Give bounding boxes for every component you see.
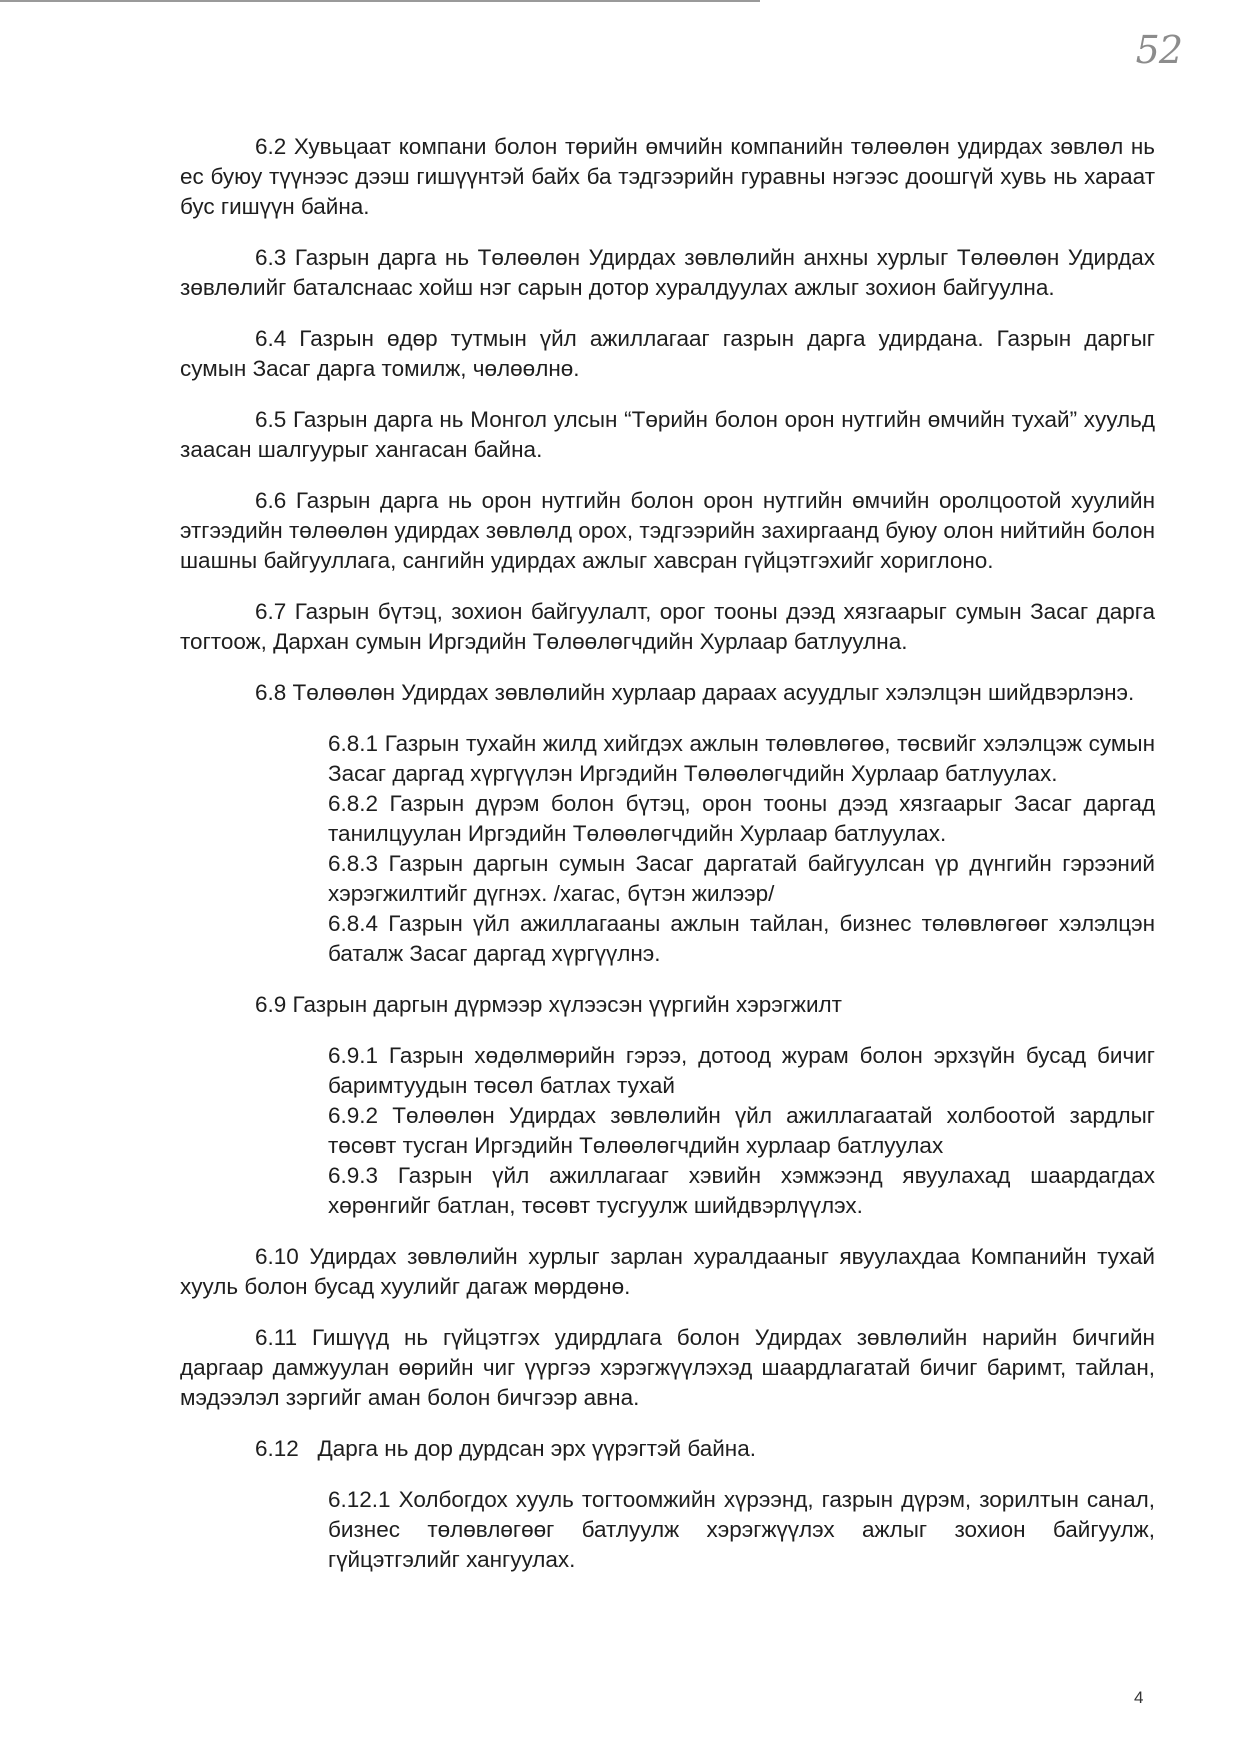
paragraph-6-11: 6.11 Гишүүд нь гүйцэтгэх удирдлага болон Удирдах зөвлөлийн нарийн бичгийн даргаар дамжуулан өөрийн чиг үүргээ хэрэгжүүлэхэд шаардлагатай бичиг баримт, тайлан, мэдээлэл зэргийг аман болон бичгээр авна.	[180, 1325, 1155, 1410]
subitem-6-8-1: 6.8.1 Газрын тухайн жилд хийгдэх ажлын төлөвлөгөө, төсвийг хэлэлцэж сумын Засаг даргад хүргүүлэн Иргэдийн Төлөөлөгчдийн Хурлаар батлуулах.	[328, 731, 1155, 786]
paragraph-6-3: 6.3 Газрын дарга нь Төлөөлөн Удирдах зөвлөлийн анхны хурлыг Төлөөлөн Удирдах зөвлөлийг баталснаас хойш нэг сарын дотор хуралдуулах ажлыг зохион байгуулна.	[180, 245, 1155, 300]
subitem-6-9-1: 6.9.1 Газрын хөдөлмөрийн гэрээ, дотоод журам болон эрхзүйн бусад бичиг баримтуудын төсөл батлах тухай	[328, 1043, 1155, 1098]
subitem-6-12-1: 6.12.1 Холбогдох хууль тогтоомжийн хүрээнд, газрын дүрэм, зорилтын санал, бизнес төлөвлөгөөг батлуулж хэрэгжүүлэх ажлыг зохион байгуулж, гүйцэтгэлийг хангуулах.	[328, 1487, 1155, 1572]
subitems-6-8	[328, 729, 1155, 969]
heading-6-12: 6.12 Дарга нь дор дурдсан эрх үүрэгтэй байна.	[255, 1436, 756, 1461]
scan-top-edge-line	[0, 0, 760, 2]
subitem-6-8-3: 6.8.3 Газрын даргын сумын Засаг даргатай байгуулсан үр дүнгийн гэрээний хэрэгжилтийг дүгнэх. /хагас, бүтэн жилээр/	[328, 851, 1155, 906]
paragraph-6-5: 6.5 Газрын дарга нь Монгол улсын “Төрийн болон орон нутгийн өмчийн тухай” хуульд заасан шалгуурыг хангасан байна.	[180, 407, 1155, 462]
subitem-6-9-2: 6.9.2 Төлөөлөн Удирдах зөвлөлийн үйл ажиллагаатай холбоотой зардлыг төсөвт тусган Иргэдийн Төлөөлөгчдийн хурлаар батлуулах	[328, 1103, 1155, 1158]
document-body	[180, 132, 1155, 1596]
subitems-6-9	[328, 1041, 1155, 1221]
paragraph-6-7: 6.7 Газрын бүтэц, зохион байгуулалт, орог тооны дээд хязгаарыг сумын Засаг дарга тогтоож, Дархан сумын Иргэдийн Төлөөлөгчдийн Хурлаар батлуулна.	[180, 599, 1155, 654]
subitems-6-12	[328, 1485, 1155, 1575]
paragraph-6-4: 6.4 Газрын өдөр тутмын үйл ажиллагааг газрын дарга удирдана. Газрын даргыг сумын Засаг дарга томилж, чөлөөлнө.	[180, 326, 1155, 381]
paragraph-6-8: 6.8 Төлөөлөн Удирдах зөвлөлийн хурлаар дараах асуудлыг хэлэлцэн шийдвэрлэнэ.	[255, 680, 1135, 705]
paragraph-6-2: 6.2 Хувьцаат компани болон төрийн өмчийн компанийн төлөөлөн удирдах зөвлөл нь ес буюу түүнээс дээш гишүүнтэй байх ба тэдгээрийн гуравны нэгээс доошгүй хувь нь хараат бус гишүүн байна.	[180, 134, 1155, 219]
heading-6-9: 6.9 Газрын даргын дүрмээр хүлээсэн үүргийн хэрэгжилт	[255, 992, 842, 1017]
subitem-6-8-2: 6.8.2 Газрын дүрэм болон бүтэц, орон тооны дээд хязгаарыг Засаг даргад танилцуулан Иргэдийн Төлөөлөгчдийн Хурлаар батлуулах.	[328, 791, 1155, 846]
page-number: 4	[1134, 1688, 1144, 1707]
paragraph-6-10: 6.10 Удирдах зөвлөлийн хурлыг зарлан хуралдааныг явуулахдаа Компанийн тухай хууль болон бусад хуулийг дагаж мөрдөнө.	[180, 1244, 1155, 1299]
handwritten-page-number: 52	[1135, 28, 1182, 72]
paragraph-6-6: 6.6 Газрын дарга нь орон нутгийн болон орон нутгийн өмчийн оролцоотой хуулийн этгээдийн төлөөлөн удирдах зөвлөлд орох, тэдгээрийн захиргаанд буюу олон нийтийн болон шашны байгууллага, сангийн удирдах ажлыг хавсран гүйцэтгэхийг хориглоно.	[180, 488, 1155, 573]
subitem-6-8-4: 6.8.4 Газрын үйл ажиллагааны ажлын тайлан, бизнес төлөвлөгөөг хэлэлцэн баталж Засаг даргад хүргүүлнэ.	[328, 911, 1155, 966]
subitem-6-9-3: 6.9.3 Газрын үйл ажиллагааг хэвийн хэмжээнд явуулахад шаардагдах хөрөнгийг батлан, төсөвт тусгуулж шийдвэрлүүлэх.	[328, 1163, 1155, 1218]
